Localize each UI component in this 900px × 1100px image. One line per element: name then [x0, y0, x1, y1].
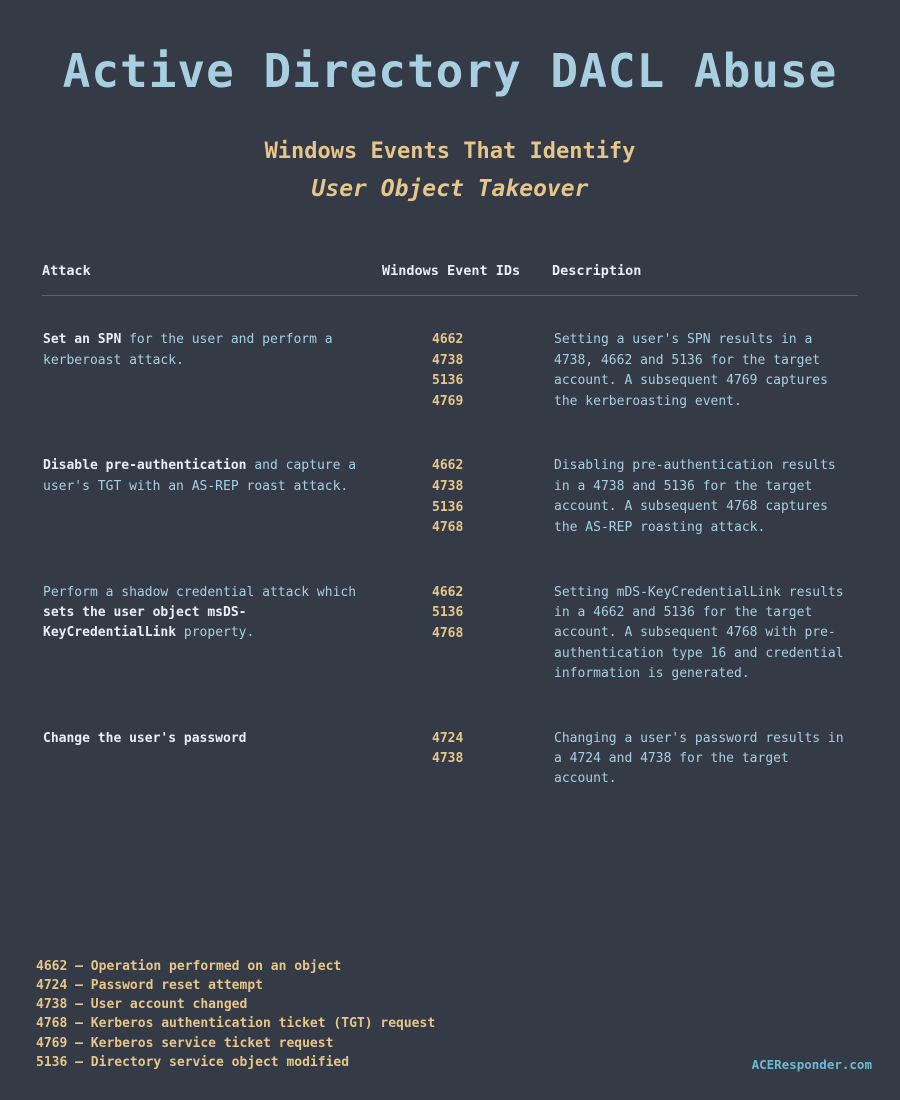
event-id: 4662	[432, 458, 464, 474]
event-id: 4768	[432, 520, 464, 536]
table-row	[42, 296, 858, 423]
table-body	[42, 296, 858, 800]
event-id: 4738	[432, 751, 464, 767]
description-cell: Setting mDS-KeyCredentialLink results in a 4662 and 5136 for the target account. A subsequent 4768 with pre-authentication type 16 and credential information is generated.	[554, 584, 844, 682]
brand-watermark: ACEResponder.com	[751, 1057, 872, 1072]
event-id: 4738	[432, 352, 464, 368]
event-id: 4662	[432, 332, 464, 348]
description-cell: Setting a user's SPN results in a 4738, 4662 and 5136 for the target account. A subsequent 4769 captures the kerberoasting event.	[554, 332, 828, 409]
table-header-row	[42, 263, 858, 296]
attack-text: Disable pre-authentication and capture a user's TGT with an AS-REP roast attack.	[43, 458, 357, 494]
event-ids-cell	[382, 695, 552, 800]
subtitle-line-1: Windows Events That Identify	[264, 138, 636, 164]
table-row	[42, 695, 858, 800]
column-header-attack: Attack	[42, 263, 382, 296]
attack-description-cell	[42, 422, 382, 548]
attack-description-cell	[42, 549, 382, 695]
description-cell: Changing a user's password results in a 4724 and 4738 for the target account.	[554, 730, 844, 787]
attack-text: Set an SPN for the user and perform a kerberoast attack.	[43, 332, 333, 368]
event-id: 4768	[432, 625, 464, 641]
column-header-description: Description	[552, 263, 858, 296]
table-row	[42, 549, 858, 695]
event-id: 4662	[432, 584, 464, 600]
description-cell: Disabling pre-authentication results in a 4738 and 5136 for the target account. A subsequent 4768 captures the AS-REP roasting attack.	[554, 458, 836, 535]
legend-item: 4724 – Password reset attempt	[36, 977, 263, 993]
legend-item: 5136 – Directory service object modified	[36, 1054, 350, 1070]
event-id: 5136	[432, 499, 464, 515]
event-id-legend	[36, 957, 435, 1072]
event-id: 5136	[432, 373, 464, 389]
legend-item: 4662 – Operation performed on an object	[36, 958, 342, 974]
legend-item: 4769 – Kerberos service ticket request	[36, 1035, 334, 1051]
event-id: 4724	[432, 730, 464, 746]
table-row	[42, 422, 858, 548]
attack-text: Change the user's password	[43, 730, 247, 746]
attack-description-cell	[42, 695, 382, 800]
page-subtitle	[0, 135, 900, 208]
legend-item: 4768 – Kerberos authentication ticket (TGT) request	[36, 1016, 436, 1032]
subtitle-line-2: User Object Takeover	[311, 175, 589, 202]
attack-text: Perform a shadow credential attack which sets the user object msDS-KeyCredentialLink property.	[43, 584, 357, 641]
page-title: Active Directory DACL Abuse	[62, 44, 838, 98]
event-id: 4738	[432, 478, 464, 494]
event-id: 5136	[432, 605, 464, 621]
event-ids-cell	[382, 549, 552, 695]
legend-item: 4738 – User account changed	[36, 997, 248, 1013]
event-id: 4769	[432, 393, 464, 409]
attack-table	[42, 263, 858, 800]
event-ids-cell	[382, 296, 552, 423]
column-header-event-ids: Windows Event IDs	[382, 263, 552, 296]
attack-description-cell	[42, 296, 382, 423]
event-ids-cell	[382, 422, 552, 548]
